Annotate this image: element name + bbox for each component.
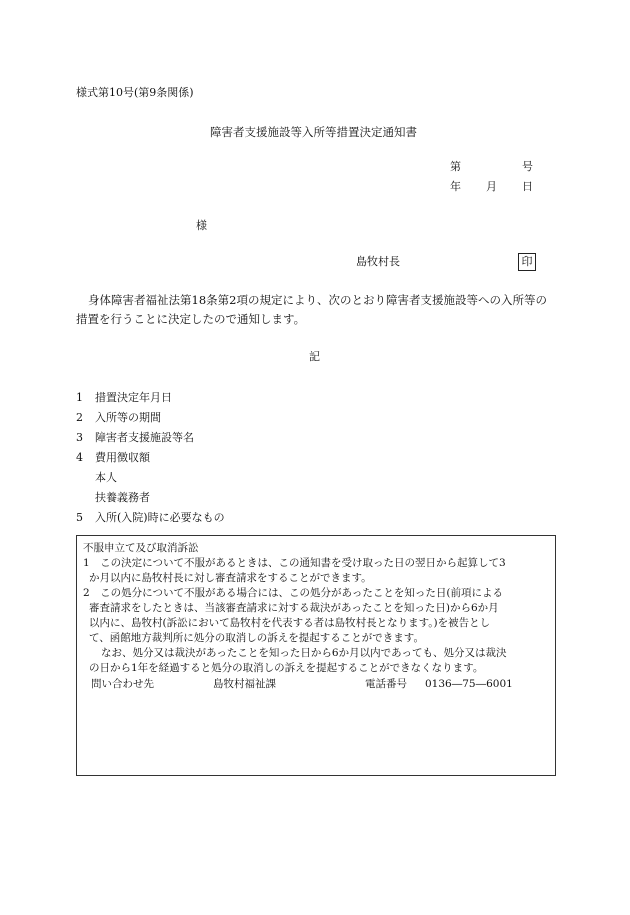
body-line-2: 措置を行うことに決定したので通知します。	[76, 312, 306, 326]
appeal-line-8: の日から1年を経過すると処分の取消しの訴えを提起することができなくなります。	[89, 662, 484, 674]
body-text	[76, 291, 566, 329]
addressee-suffix: 様	[196, 219, 207, 232]
appeal-line-3: 2 この処分について不服がある場合には、この処分があったことを知った日(前項による	[83, 587, 503, 599]
body-line-1: 身体障害者福祉法第18条第2項の規定により、次のとおり障害者支援施設等への入所等の	[88, 293, 547, 307]
list-sub-item: 本人	[95, 471, 117, 484]
list-item: 3 障害者支援施設等名	[76, 431, 194, 444]
item-list	[76, 388, 225, 528]
doc-number-prefix: 第	[450, 160, 461, 173]
appeal-heading: 不服申立て及び取消訴訟	[83, 542, 199, 554]
appeal-line-1: 1 この決定について不服があるときは、この通知書を受け取った日の翌日から起算して3	[83, 557, 506, 569]
doc-number-suffix: 号	[522, 160, 533, 173]
list-item: 4 費用徴収額	[76, 451, 150, 464]
appeal-line-2: か月以内に島牧村長に対し審査請求をすることができます。	[89, 572, 372, 584]
form-number: 様式第10号(第9条関係)	[76, 86, 194, 99]
list-sub-item: 扶養義務者	[95, 491, 150, 504]
contact-label: 問い合わせ先	[91, 678, 154, 690]
ki-heading: 記	[309, 350, 320, 363]
phone-label: 電話番号	[365, 678, 407, 690]
appeal-line-4: 審査請求をしたときは、当該審査請求に対する裁決があったことを知った日)から6か月	[89, 602, 499, 614]
date-year: 年	[450, 180, 461, 193]
appeal-line-6: て、函館地方裁判所に処分の取消しの訴えを提起することができます。	[89, 632, 424, 644]
appeal-line-7: なお、処分又は裁決があったことを知った日から6か月以内であっても、処分又は裁決	[101, 647, 507, 659]
date-day: 日	[522, 180, 533, 193]
contact-department: 島牧村福祉課	[213, 678, 276, 690]
seal-mark: 印	[518, 253, 536, 271]
list-item: 5 入所(入院)時に必要なもの	[76, 511, 225, 524]
appeal-line-5: 以内に、島牧村(訴訟において島牧村を代表する者は島牧村長となります。)を被告とし	[89, 617, 491, 629]
list-item: 2 入所等の期間	[76, 411, 161, 424]
phone-number: 0136―75―6001	[425, 678, 513, 690]
list-item: 1 措置決定年月日	[76, 391, 172, 404]
appeal-notice-box	[76, 535, 556, 776]
date-month: 月	[486, 180, 497, 193]
document-title: 障害者支援施設等入所等措置決定通知書	[210, 125, 417, 139]
issuer-name: 島牧村長	[356, 255, 400, 268]
